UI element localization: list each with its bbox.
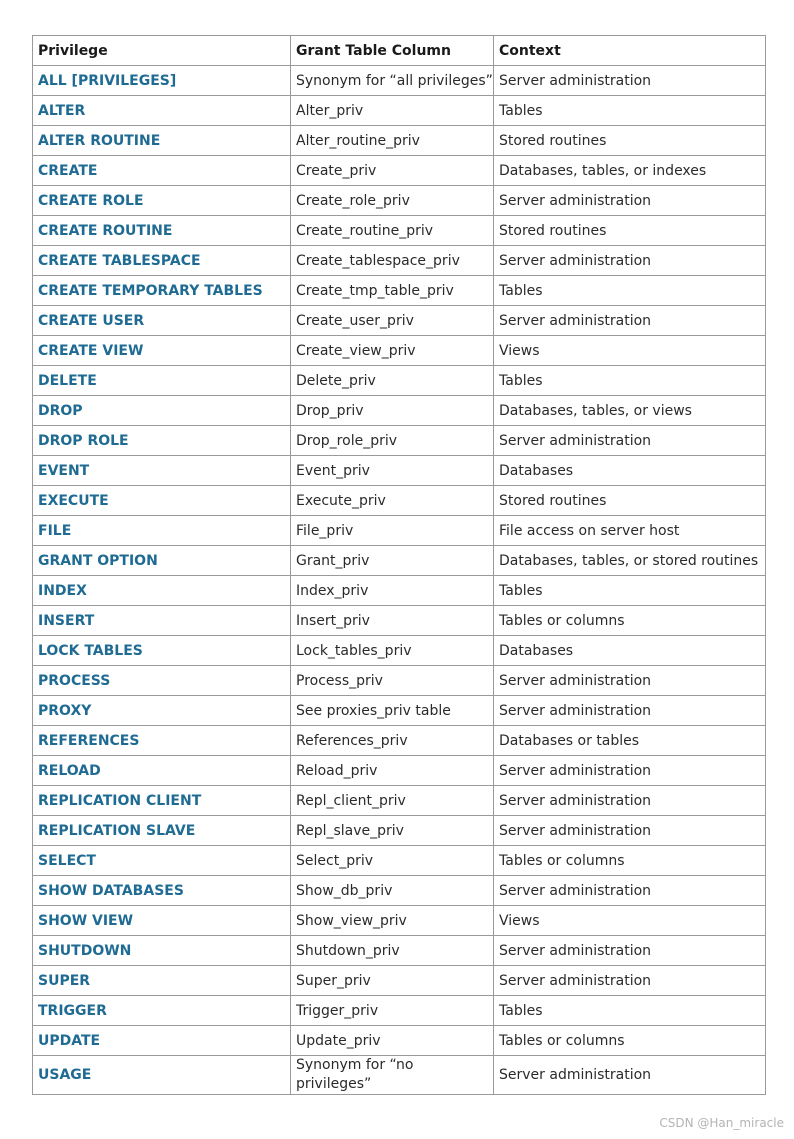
table-row: [33, 126, 766, 156]
grant-column-cell: Shutdown_priv: [291, 936, 494, 966]
grant-column-cell: Delete_priv: [291, 366, 494, 396]
privilege-cell: ALTER ROUTINE: [33, 126, 291, 156]
context-cell: Server administration: [494, 816, 766, 846]
table-row: [33, 936, 766, 966]
context-cell: Tables or columns: [494, 1026, 766, 1056]
grant-column-cell: Index_priv: [291, 576, 494, 606]
grant-column-cell: Select_priv: [291, 846, 494, 876]
table-row: [33, 66, 766, 96]
grant-column-cell: Create_role_priv: [291, 186, 494, 216]
grant-column-cell: Lock_tables_priv: [291, 636, 494, 666]
privilege-cell: LOCK TABLES: [33, 636, 291, 666]
table-row: [33, 276, 766, 306]
privilege-cell: SHUTDOWN: [33, 936, 291, 966]
privilege-cell: DROP: [33, 396, 291, 426]
context-cell: Databases or tables: [494, 726, 766, 756]
privilege-cell: UPDATE: [33, 1026, 291, 1056]
table-row: [33, 786, 766, 816]
context-cell: Server administration: [494, 66, 766, 96]
table-row: [33, 906, 766, 936]
grant-column-cell: Create_user_priv: [291, 306, 494, 336]
table-row: [33, 696, 766, 726]
privilege-cell: PROCESS: [33, 666, 291, 696]
privilege-cell: ALL [PRIVILEGES]: [33, 66, 291, 96]
privilege-cell: REPLICATION SLAVE: [33, 816, 291, 846]
context-cell: Databases, tables, or views: [494, 396, 766, 426]
grant-column-cell: Show_view_priv: [291, 906, 494, 936]
grant-column-cell: Repl_client_priv: [291, 786, 494, 816]
grant-column-cell: Alter_routine_priv: [291, 126, 494, 156]
grant-column-cell: Reload_priv: [291, 756, 494, 786]
grant-column-cell: Show_db_priv: [291, 876, 494, 906]
context-cell: Tables: [494, 996, 766, 1026]
privilege-cell: PROXY: [33, 696, 291, 726]
table-header-row: [33, 36, 766, 66]
privilege-cell: FILE: [33, 516, 291, 546]
table-row: [33, 336, 766, 366]
grant-column-cell: Create_priv: [291, 156, 494, 186]
grant-column-cell: Synonym for “no privileges”: [291, 1056, 494, 1095]
grant-column-cell: Repl_slave_priv: [291, 816, 494, 846]
context-cell: Server administration: [494, 966, 766, 996]
grant-column-cell: Grant_priv: [291, 546, 494, 576]
privilege-cell: ALTER: [33, 96, 291, 126]
privilege-cell: CREATE USER: [33, 306, 291, 336]
table-row: [33, 576, 766, 606]
privilege-cell: INSERT: [33, 606, 291, 636]
privilege-cell: EVENT: [33, 456, 291, 486]
table-row: [33, 96, 766, 126]
grant-column-cell: File_priv: [291, 516, 494, 546]
grant-column-cell: Create_tablespace_priv: [291, 246, 494, 276]
context-cell: Server administration: [494, 936, 766, 966]
privilege-cell: CREATE ROUTINE: [33, 216, 291, 246]
privilege-cell: SUPER: [33, 966, 291, 996]
context-cell: Server administration: [494, 666, 766, 696]
context-cell: Server administration: [494, 246, 766, 276]
context-cell: Server administration: [494, 186, 766, 216]
privilege-cell: GRANT OPTION: [33, 546, 291, 576]
table-row: [33, 366, 766, 396]
privilege-cell: EXECUTE: [33, 486, 291, 516]
privilege-cell: DELETE: [33, 366, 291, 396]
watermark: CSDN @Han_miracle: [659, 1116, 784, 1130]
privileges-table: [32, 35, 766, 1095]
grant-column-cell: Create_routine_priv: [291, 216, 494, 246]
table-row: [33, 726, 766, 756]
table-row: [33, 846, 766, 876]
table-row: [33, 996, 766, 1026]
header-context: Context: [494, 36, 766, 66]
context-cell: Server administration: [494, 786, 766, 816]
table-row: [33, 546, 766, 576]
context-cell: Databases: [494, 636, 766, 666]
grant-column-cell: Execute_priv: [291, 486, 494, 516]
context-cell: Tables: [494, 366, 766, 396]
grant-column-cell: Process_priv: [291, 666, 494, 696]
context-cell: Views: [494, 336, 766, 366]
context-cell: Server administration: [494, 306, 766, 336]
context-cell: Tables: [494, 276, 766, 306]
context-cell: Databases, tables, or stored routines: [494, 546, 766, 576]
privilege-cell: SHOW DATABASES: [33, 876, 291, 906]
privilege-cell: CREATE VIEW: [33, 336, 291, 366]
table-row: [33, 306, 766, 336]
table-row: [33, 426, 766, 456]
header-privilege: Privilege: [33, 36, 291, 66]
table-row: [33, 606, 766, 636]
privilege-cell: CREATE TEMPORARY TABLES: [33, 276, 291, 306]
privilege-cell: TRIGGER: [33, 996, 291, 1026]
table-row: [33, 516, 766, 546]
context-cell: Stored routines: [494, 216, 766, 246]
table-body: [33, 66, 766, 1095]
table-row: [33, 1026, 766, 1056]
grant-column-cell: References_priv: [291, 726, 494, 756]
privilege-cell: CREATE ROLE: [33, 186, 291, 216]
table-row: [33, 816, 766, 846]
table-row: [33, 216, 766, 246]
context-cell: Stored routines: [494, 486, 766, 516]
privilege-cell: DROP ROLE: [33, 426, 291, 456]
privilege-cell: INDEX: [33, 576, 291, 606]
context-cell: Server administration: [494, 876, 766, 906]
privilege-cell: CREATE TABLESPACE: [33, 246, 291, 276]
table-row: [33, 486, 766, 516]
context-cell: Tables or columns: [494, 606, 766, 636]
table-row: [33, 396, 766, 426]
privilege-cell: USAGE: [33, 1056, 291, 1095]
table-row: [33, 966, 766, 996]
privilege-cell: RELOAD: [33, 756, 291, 786]
context-cell: File access on server host: [494, 516, 766, 546]
table-row: [33, 756, 766, 786]
table-row: [33, 636, 766, 666]
privilege-cell: REPLICATION CLIENT: [33, 786, 291, 816]
context-cell: Server administration: [494, 426, 766, 456]
header-grant-table-column: Grant Table Column: [291, 36, 494, 66]
privilege-cell: SELECT: [33, 846, 291, 876]
context-cell: Databases: [494, 456, 766, 486]
grant-column-cell: Drop_priv: [291, 396, 494, 426]
context-cell: Server administration: [494, 696, 766, 726]
grant-column-cell: Event_priv: [291, 456, 494, 486]
table-row: [33, 1056, 766, 1095]
grant-column-cell: Insert_priv: [291, 606, 494, 636]
table-row: [33, 666, 766, 696]
grant-column-cell: See proxies_priv table: [291, 696, 494, 726]
grant-column-cell: Trigger_priv: [291, 996, 494, 1026]
grant-column-cell: Synonym for “all privileges”: [291, 66, 494, 96]
grant-column-cell: Create_view_priv: [291, 336, 494, 366]
table-row: [33, 876, 766, 906]
context-cell: Server administration: [494, 756, 766, 786]
table-row: [33, 156, 766, 186]
context-cell: Databases, tables, or indexes: [494, 156, 766, 186]
privilege-cell: SHOW VIEW: [33, 906, 291, 936]
context-cell: Views: [494, 906, 766, 936]
privilege-cell: CREATE: [33, 156, 291, 186]
context-cell: Server administration: [494, 1056, 766, 1095]
privilege-cell: REFERENCES: [33, 726, 291, 756]
grant-column-cell: Super_priv: [291, 966, 494, 996]
table-row: [33, 246, 766, 276]
context-cell: Tables or columns: [494, 846, 766, 876]
context-cell: Tables: [494, 96, 766, 126]
table-row: [33, 456, 766, 486]
grant-column-cell: Create_tmp_table_priv: [291, 276, 494, 306]
context-cell: Tables: [494, 576, 766, 606]
table-row: [33, 186, 766, 216]
grant-column-cell: Update_priv: [291, 1026, 494, 1056]
context-cell: Stored routines: [494, 126, 766, 156]
grant-column-cell: Drop_role_priv: [291, 426, 494, 456]
grant-column-cell: Alter_priv: [291, 96, 494, 126]
